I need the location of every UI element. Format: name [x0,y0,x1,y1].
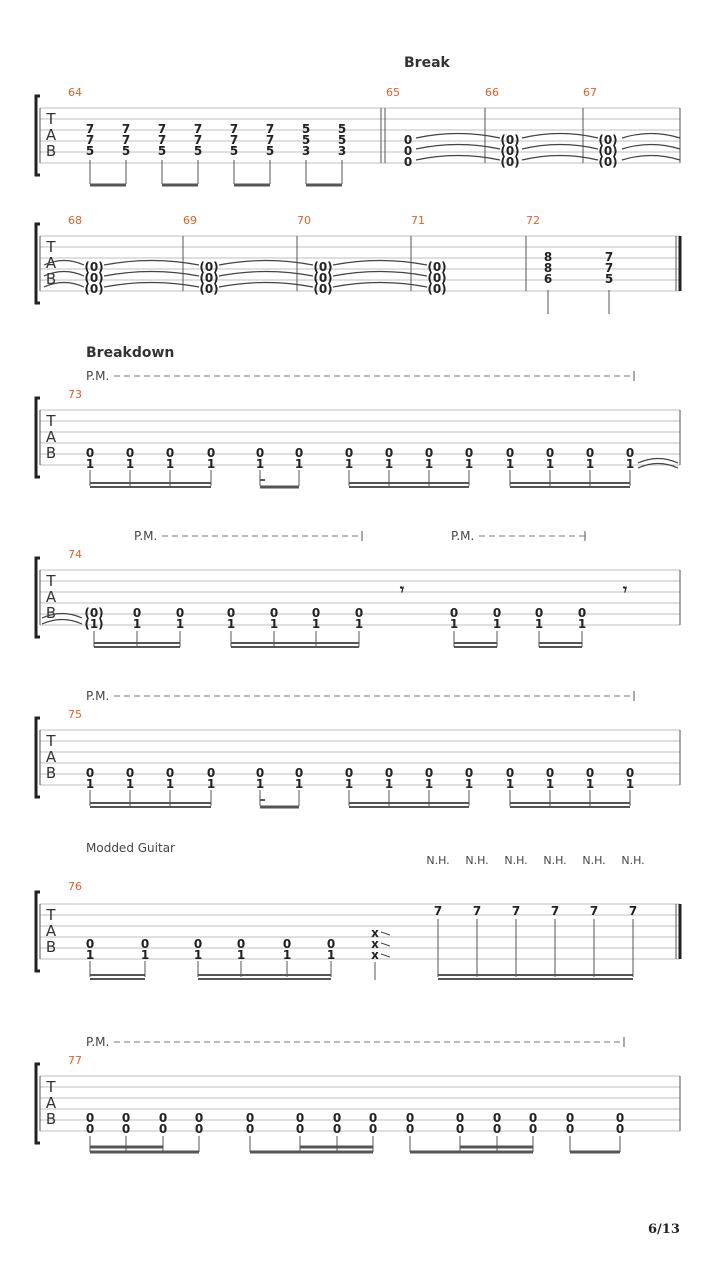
measure-number: 77 [68,1054,82,1067]
fret-number: 0 [125,446,135,460]
fret-number: 1 [255,457,265,471]
fret-number: 7 [121,133,131,147]
fret-number: (0) [313,260,333,274]
tie-arc [219,272,313,277]
fret-number: 1 [534,617,544,631]
fret-number: 1 [236,948,246,962]
fret-number: 7 [265,133,275,147]
fret-number: 1 [255,777,265,791]
fret-number: 1 [464,777,474,791]
eighth-rest: 𝄾 [622,580,628,599]
fret-number: 1 [344,457,354,471]
fret-number: 7 [589,904,599,918]
tie-arc [416,134,500,139]
palm-mute-label: P.M. [134,529,158,543]
harmonic-label: N.H. [426,854,450,867]
fret-number: 7 [157,133,167,147]
fret-number: 0 [464,446,474,460]
instrument-note: Modded Guitar [86,841,175,855]
tie-arc [104,261,199,266]
slide-mark [381,932,390,935]
fret-number: 0 [194,1111,204,1125]
fret-number: 1 [125,777,135,791]
fret-number: 1 [206,777,216,791]
fret-number: 0 [505,766,515,780]
fret-number: 0 [85,766,95,780]
staff-bracket [36,718,40,797]
fret-number: 0 [492,1111,502,1125]
fret-number: 7 [157,122,167,136]
measure-number: 71 [411,214,425,227]
fret-number: 1 [294,457,304,471]
fret-number: 0 [294,446,304,460]
clef-letter-a: A [45,254,57,272]
tie-arc [104,272,199,277]
fret-number: 0 [405,1122,415,1136]
fret-number: (0) [313,271,333,285]
fret-number: 7 [472,904,482,918]
measure-number: 76 [68,880,82,893]
fret-number: 0 [424,446,434,460]
fret-number: 0 [226,606,236,620]
fret-number: 0 [194,1122,204,1136]
fret-number: (0) [500,133,520,147]
tie-arc [333,283,427,288]
palm-mute-label: P.M. [86,1035,110,1049]
fret-number: 1 [311,617,321,631]
fret-number: 1 [384,457,394,471]
fret-number: 5 [604,272,614,286]
fret-number: 0 [505,446,515,460]
fret-number: 1 [132,617,142,631]
fret-number: 7 [229,122,239,136]
fret-number: 0 [332,1122,342,1136]
fret-number: 1 [282,948,292,962]
eighth-rest: 𝄾 [399,580,405,599]
slide-mark [381,943,390,946]
fret-number: 0 [534,606,544,620]
fret-number: 5 [85,144,95,158]
fret-number: 0 [384,766,394,780]
fret-number: 0 [492,606,502,620]
fret-number: 0 [245,1122,255,1136]
fret-number: (0) [84,271,104,285]
fret-number: 5 [265,144,275,158]
fret-number: 1 [294,777,304,791]
fret-number: 0 [132,606,142,620]
fret-number: 1 [85,948,95,962]
fret-number: 5 [337,122,347,136]
fret-number: 7 [433,904,443,918]
staff-bracket [36,892,40,971]
clef-letter-t: T [46,238,56,256]
fret-number: 0 [294,766,304,780]
fret-number: 5 [193,144,203,158]
fret-number: 0 [354,606,364,620]
fret-number: 7 [193,122,203,136]
fret-number: 0 [615,1122,625,1136]
clef-letter-a: A [45,428,57,446]
fret-number: (0) [199,282,219,296]
clef-letter-b: B [45,764,57,782]
fret-number: 0 [206,766,216,780]
fret-number: 1 [625,457,635,471]
fret-number: 7 [628,904,638,918]
fret-number: 7 [265,122,275,136]
fret-number: 5 [301,133,311,147]
fret-number: 0 [295,1122,305,1136]
fret-number: 0 [85,1122,95,1136]
fret-number: 3 [301,144,311,158]
staff-bracket [36,558,40,637]
clef-letter-a: A [45,1094,57,1112]
fret-number: 0 [405,1111,415,1125]
dead-note: x [371,926,379,940]
fret-number: 1 [193,948,203,962]
fret-number: 8 [543,250,553,264]
fret-number: 1 [85,457,95,471]
clef-letter-b: B [45,938,57,956]
palm-mute-label: P.M. [451,529,475,543]
fret-number: 0 [121,1122,131,1136]
staff-bracket [36,96,40,175]
tie-arc [219,283,313,288]
fret-number: 1 [85,777,95,791]
fret-number: 5 [337,133,347,147]
fret-number: 1 [384,777,394,791]
fret-number: 1 [505,457,515,471]
slide-mark [381,954,390,957]
clef-letter-a: A [45,588,57,606]
fret-number: 0 [245,1111,255,1125]
fret-number: 0 [615,1111,625,1125]
fret-number: 1 [326,948,336,962]
fret-number: 0 [282,937,292,951]
harmonic-label: N.H. [621,854,645,867]
fret-number: 0 [545,766,555,780]
tie-arc [219,261,313,266]
fret-number: 1 [165,777,175,791]
clef-letter-b: B [45,142,57,160]
palm-mute-label: P.M. [86,369,110,383]
fret-number: 0 [565,1111,575,1125]
fret-number: 0 [464,766,474,780]
fret-number: (0) [84,606,104,620]
measure-number: 65 [386,86,400,99]
fret-number: 1 [269,617,279,631]
fret-number: 0 [344,446,354,460]
fret-number: (0) [199,260,219,274]
fret-number: 0 [384,446,394,460]
fret-number: 0 [368,1122,378,1136]
fret-number: 1 [585,457,595,471]
tie-arc [622,145,680,150]
fret-number: 0 [528,1111,538,1125]
fret-number: 1 [424,777,434,791]
fret-number: 0 [269,606,279,620]
page-number: 6/13 [648,1222,680,1237]
tie-arc [638,464,678,469]
fret-number: 1 [492,617,502,631]
fret-number: 0 [85,937,95,951]
measure-number: 66 [485,86,499,99]
fret-number: 1 [354,617,364,631]
fret-number: 1 [165,457,175,471]
fret-number: 0 [125,766,135,780]
tie-arc [622,134,680,139]
fret-number: 0 [295,1111,305,1125]
fret-number: 0 [165,766,175,780]
tie-arc [333,272,427,277]
clef-letter-b: B [45,604,57,622]
fret-number: 7 [229,133,239,147]
tie-arc [104,283,199,288]
fret-number: 0 [140,937,150,951]
clef-letter-b: B [45,1110,57,1128]
fret-number: 0 [255,446,265,460]
fret-number: 1 [206,457,216,471]
clef-letter-b: B [45,270,57,288]
section-break-label: Break [404,55,450,71]
fret-number: 0 [368,1111,378,1125]
fret-number: 7 [85,133,95,147]
measure-number: 68 [68,214,82,227]
fret-number: 0 [403,133,413,147]
fret-number: (0) [84,282,104,296]
fret-number: 1 [577,617,587,631]
measure-number: 67 [583,86,597,99]
fret-number: 5 [121,144,131,158]
fret-number: 0 [565,1122,575,1136]
fret-number: 0 [528,1122,538,1136]
fret-number: 0 [332,1111,342,1125]
measure-number: 69 [183,214,197,227]
fret-number: 7 [604,250,614,264]
fret-number: (0) [598,155,618,169]
staff-bracket [36,224,40,303]
fret-number: 0 [403,155,413,169]
fret-number: (0) [598,133,618,147]
fret-number: 0 [85,1111,95,1125]
fret-number: 0 [455,1122,465,1136]
fret-number: 7 [193,133,203,147]
fret-number: 7 [511,904,521,918]
palm-mute-label: P.M. [86,689,110,703]
fret-number: 0 [625,766,635,780]
tie-arc [522,134,598,139]
fret-number: 0 [545,446,555,460]
fret-number: 0 [193,937,203,951]
fret-number: (0) [84,260,104,274]
clef-letter-a: A [45,922,57,940]
fret-number: 5 [229,144,239,158]
fret-number: 1 [464,457,474,471]
fret-number: 0 [206,446,216,460]
clef-letter-t: T [46,110,56,128]
fret-number: 0 [85,446,95,460]
tie-arc [522,156,598,161]
fret-number: 0 [403,144,413,158]
fret-number: (0) [427,271,447,285]
dead-note: x [371,948,379,962]
fret-number: 1 [125,457,135,471]
fret-number: (1) [84,617,104,631]
measure-number: 73 [68,388,82,401]
tie-arc [416,156,500,161]
fret-number: 0 [158,1111,168,1125]
fret-number: 0 [492,1122,502,1136]
fret-number: 1 [585,777,595,791]
fret-number: (0) [313,282,333,296]
tie-arc [333,261,427,266]
fret-number: 5 [301,122,311,136]
fret-number: 0 [158,1122,168,1136]
fret-number: 0 [577,606,587,620]
fret-number: 1 [545,457,555,471]
tie-arc [522,145,598,150]
fret-number: 1 [140,948,150,962]
fret-number: 0 [311,606,321,620]
fret-number: 1 [625,777,635,791]
fret-number: 0 [455,1111,465,1125]
fret-number: 0 [625,446,635,460]
fret-number: 0 [165,446,175,460]
harmonic-label: N.H. [465,854,489,867]
fret-number: 0 [236,937,246,951]
fret-number: 1 [424,457,434,471]
fret-number: 1 [449,617,459,631]
tie-arc [622,156,680,161]
harmonic-label: N.H. [543,854,567,867]
measure-number: 70 [297,214,311,227]
fret-number: 7 [604,261,614,275]
fret-number: 1 [505,777,515,791]
clef-letter-t: T [46,572,56,590]
clef-letter-a: A [45,748,57,766]
fret-number: 0 [585,766,595,780]
fret-number: 5 [157,144,167,158]
staff-bracket [36,398,40,477]
fret-number: 0 [449,606,459,620]
fret-number: 6 [543,272,553,286]
fret-number: 0 [585,446,595,460]
fret-number: 0 [121,1111,131,1125]
fret-number: 0 [424,766,434,780]
fret-number: 7 [85,122,95,136]
measure-number: 75 [68,708,82,721]
tie-arc [638,459,678,464]
fret-number: 8 [543,261,553,275]
fret-number: 0 [255,766,265,780]
measure-number: 72 [526,214,540,227]
dead-note: x [371,937,379,951]
measure-number: 64 [68,86,82,99]
fret-number: 7 [121,122,131,136]
measure-number: 74 [68,548,82,561]
fret-number: (0) [500,144,520,158]
fret-number: 1 [175,617,185,631]
clef-letter-t: T [46,906,56,924]
fret-number: (0) [427,260,447,274]
fret-number: 1 [344,777,354,791]
fret-number: 0 [326,937,336,951]
fret-number: (0) [598,144,618,158]
fret-number: 3 [337,144,347,158]
clef-letter-t: T [46,412,56,430]
fret-number: 0 [344,766,354,780]
clef-letter-b: B [45,444,57,462]
clef-letter-t: T [46,732,56,750]
harmonic-label: N.H. [504,854,528,867]
fret-number: 0 [175,606,185,620]
fret-number: (0) [427,282,447,296]
fret-number: (0) [199,271,219,285]
staff-bracket [36,1064,40,1143]
clef-letter-a: A [45,126,57,144]
tie-arc [416,145,500,150]
section-breakdown-label: Breakdown [86,345,175,361]
fret-number: 7 [550,904,560,918]
harmonic-label: N.H. [582,854,606,867]
fret-number: 1 [545,777,555,791]
clef-letter-t: T [46,1078,56,1096]
fret-number: (0) [500,155,520,169]
fret-number: 1 [226,617,236,631]
